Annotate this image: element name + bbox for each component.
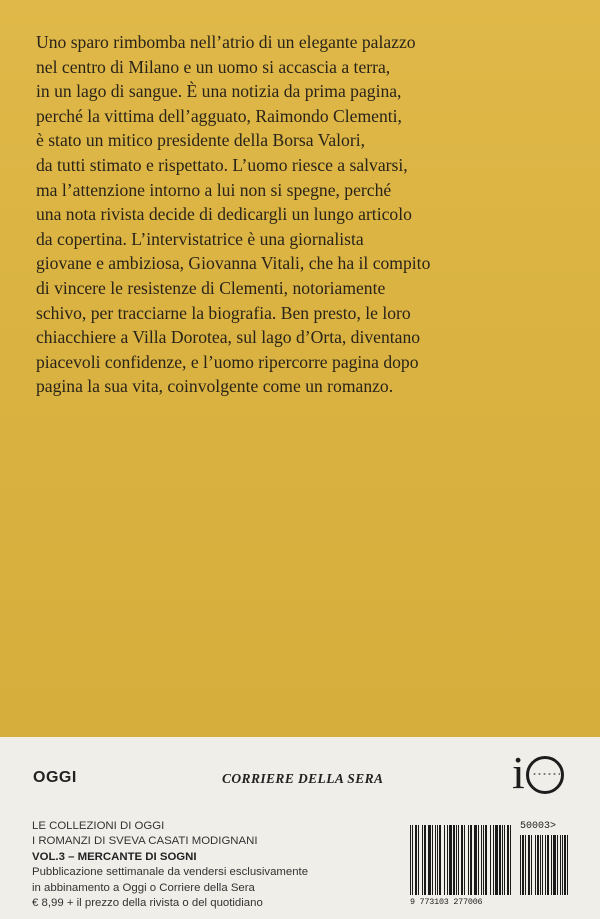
io-brand-logo-icon: i xyxy=(508,747,570,799)
corriere-della-sera-logo: CORRIERE DELLA SERA xyxy=(222,771,384,786)
synopsis-line: ma l’attenzione intorno a lui non si spegne, perché xyxy=(36,179,392,200)
volume-title: VOL.3 – MERCANTE DI SOGNI xyxy=(32,850,197,863)
publication-note: Pubblicazione settimanale da vendersi esclusivamente xyxy=(32,866,309,879)
synopsis-line: Uno sparo rimbomba nell’atrio di un elegante palazzo xyxy=(36,32,416,52)
synopsis-text xyxy=(36,30,576,399)
barcode-main-bars xyxy=(410,825,514,895)
synopsis-line: da tutti stimato e rispettato. L’uomo riesce a salvarsi, xyxy=(36,154,408,175)
oggi-logo: OGGI xyxy=(33,769,77,786)
synopsis-line: nel centro di Milano e un uomo si accascia a terra, xyxy=(36,56,391,77)
synopsis-line: in un lago di sangue. È una notizia da prima pagina, xyxy=(36,81,402,102)
logo-bar xyxy=(0,737,600,809)
synopsis-line: perché la vittima dell’agguato, Raimondo Clementi, xyxy=(36,105,402,126)
synopsis-line: da copertina. L’intervistatrice è una giornalista xyxy=(36,228,364,249)
collection-name: LE COLLEZIONI DI OGGI xyxy=(32,820,165,832)
price-text: € 8,99 + il prezzo della rivista o del quotidiano xyxy=(32,897,263,910)
synopsis-line: una nota rivista decide di dedicargli un lungo articolo xyxy=(36,204,412,225)
synopsis-line: piacevoli confidenze, e l’uomo ripercorre pagina dopo xyxy=(36,351,419,372)
synopsis-line: chiacchiere a Villa Dorotea, sul lago d’Orta, diventano xyxy=(36,327,421,348)
publisher-footer xyxy=(0,737,600,919)
barcode-addon-number: 50003> xyxy=(520,821,557,832)
synopsis-line: schivo, per tracciarne la biografia. Ben presto, le loro xyxy=(36,302,411,323)
publication-info xyxy=(32,819,412,911)
synopsis-line: pagina la sua vita, coinvolgente come un romanzo. xyxy=(36,376,394,397)
series-name: I ROMANZI DI SVEVA CASATI MODIGNANI xyxy=(32,835,258,848)
synopsis-line: giovane e ambiziosa, Giovanna Vitali, che ha il compito xyxy=(36,253,431,274)
synopsis-line: è stato un mitico presidente della Borsa Valori, xyxy=(36,130,365,151)
barcode-addon-bars xyxy=(520,835,568,895)
publication-note-2: in abbinamento a Oggi o Corriere della Sera xyxy=(32,881,255,894)
barcode-ean-number: 9 773103 277006 xyxy=(410,897,483,907)
synopsis-line: di vincere le resistenze di Clementi, notoriamente xyxy=(36,277,386,298)
ean-barcode-icon xyxy=(410,821,578,911)
